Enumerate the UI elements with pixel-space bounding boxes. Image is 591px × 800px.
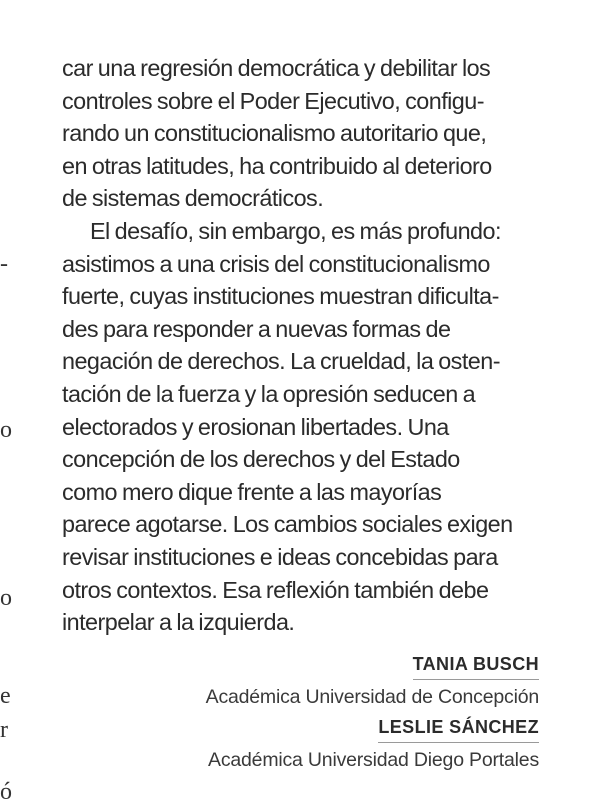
text-line: car una regresión democrática y debilitar los [62, 55, 491, 81]
text-line: concepción de los derechos y del Estado [62, 446, 460, 473]
author-block [206, 652, 539, 711]
text-line: interpelar a la izquierda. [62, 609, 295, 636]
text-line: tación de la fuerza y la opresión seducen a [62, 380, 476, 407]
author-affiliation: Académica Universidad de Concepción [205, 686, 539, 708]
text-line: El desafío, sin embargo, es más profundo: [90, 217, 501, 244]
author-name: LESLIE SÁNCHEZ [378, 715, 539, 743]
text-line: otros contextos. Esa reflexión también debe [62, 576, 489, 603]
text-line: de sistemas democráticos. [62, 185, 324, 212]
author-name: TANIA BUSCH [413, 652, 539, 680]
text-line: en otras latitudes, ha contribuido al deterioro [62, 152, 492, 179]
fragment-char: o [0, 585, 12, 611]
text-line: negación de derechos. La crueldad, la osten- [62, 348, 500, 375]
adjacent-column-fragments [0, 0, 14, 800]
text-line: fuerte, cuyas instituciones muestran dificulta- [62, 283, 499, 310]
fragment-char: o [0, 417, 12, 443]
text-line: electorados y erosionan libertades. Una [62, 413, 449, 440]
fragment-char: - [0, 251, 8, 277]
paragraph-2 [62, 215, 540, 639]
text-line: des para responder a nuevas formas de [62, 315, 451, 342]
fragment-char: e [0, 683, 11, 709]
text-line: asistimos a una crisis del constitucionalismo [62, 250, 490, 277]
author-affiliation: Académica Universidad Diego Portales [208, 749, 539, 771]
text-line: revisar instituciones e ideas concebidas para [62, 543, 498, 570]
article-body [62, 52, 540, 639]
text-line: como mero dique frente a las mayorías [62, 478, 442, 505]
text-line: parece agotarse. Los cambios sociales exigen [62, 511, 513, 538]
author-signatures [206, 652, 539, 778]
fragment-char: ó [0, 779, 12, 800]
fragment-char: r [0, 717, 8, 743]
author-block [206, 715, 539, 774]
paragraph-1 [62, 52, 540, 215]
text-line: controles sobre el Poder Ejecutivo, configu- [62, 87, 484, 114]
text-line: rando un constitucionalismo autoritario que, [62, 120, 487, 147]
